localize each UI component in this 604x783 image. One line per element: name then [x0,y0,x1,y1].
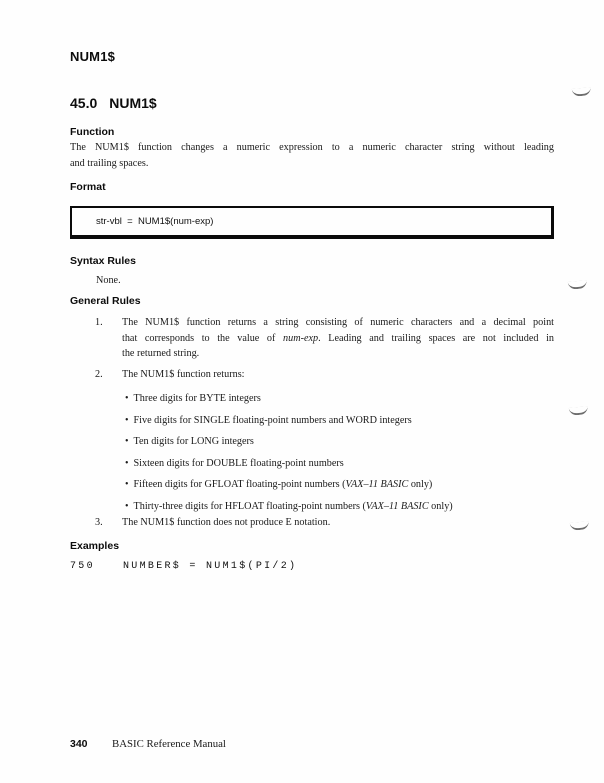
rule-item-2: The NUM1$ function returns: [122,369,245,380]
code-text: NUMBER$ = NUM1$(PI/2) [123,561,298,572]
bullet-text: Ten digits for LONG integers [133,436,254,447]
bullet-icon: • [125,501,129,512]
rule-item-3: The NUM1$ function does not produce E notation. [122,517,331,528]
bullet-text: Five digits for SINGLE floating-point numbers and WORD integers [133,415,412,426]
section-number: 45.0 [70,95,98,111]
bullet-icon: • [125,393,129,404]
page-number: 340 [70,738,88,750]
bullet-text: Thirty-three digits for HFLOAT floating-point numbers (VAX–11 BASIC only) [133,501,453,512]
scan-edge-mark [572,87,592,97]
rule-number: 1. [95,317,103,328]
bullet-text: Three digits for BYTE integers [133,393,261,404]
bullet-icon: • [125,479,129,490]
function-paragraph-line: and trailing spaces. [70,157,149,169]
examples-heading: Examples [70,540,120,552]
running-head: NUM1$ [70,49,116,64]
bullet-list-item [125,414,412,427]
bullet-icon: • [125,458,129,469]
bullet-list-item [125,457,344,470]
rule-number: 3. [95,517,103,528]
function-paragraph-line: The NUM1$ function changes a numeric expression to a numeric character string without leading [70,142,554,153]
scan-edge-mark [568,280,588,290]
general-rules-heading: General Rules [70,295,141,307]
rule-item-1 [122,315,554,362]
rule-1-line: The NUM1$ function returns a string consisting of numeric characters and a decimal point [122,317,554,328]
syntax-rules-heading: Syntax Rules [70,255,136,267]
rule-1-line: that corresponds to the value of num-exp. Leading and trailing spaces are not included in [122,332,555,344]
bullet-list-item [125,392,261,405]
section-heading [70,95,157,111]
bullet-icon: • [125,415,129,426]
syntax-rules-body: None. [96,275,121,286]
section-title: NUM1$ [109,95,157,111]
bullet-text: Sixteen digits for DOUBLE floating-point numbers [133,458,344,469]
bullet-list-item [125,478,432,491]
bullet-list-item [125,435,254,448]
code-line-number: 750 [70,561,95,572]
bullet-list-item [125,500,453,513]
function-heading: Function [70,126,115,138]
rule-number: 2. [95,369,103,380]
scan-edge-mark [569,406,589,416]
function-paragraph [70,140,554,171]
format-syntax: str-vbl = NUM1$(num-exp) [96,216,214,227]
rule-1-line: the returned string. [122,348,200,359]
format-heading: Format [70,181,106,193]
format-box [70,206,554,239]
bullet-text: Fifteen digits for GFLOAT floating-point numbers (VAX–11 BASIC only) [133,479,433,490]
scan-edge-mark [570,521,590,531]
bullet-icon: • [125,436,129,447]
manual-title: BASIC Reference Manual [112,738,226,750]
